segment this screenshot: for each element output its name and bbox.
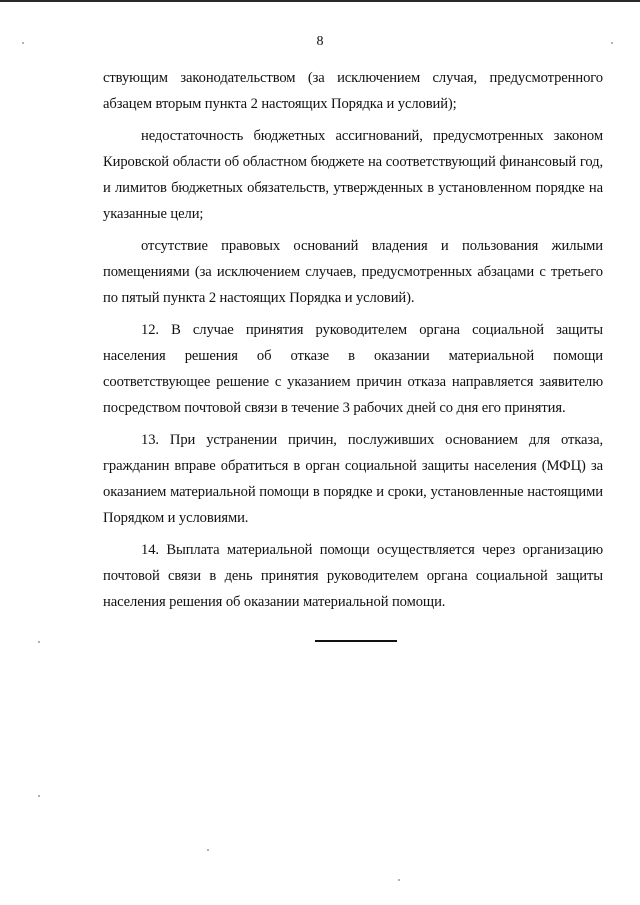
document-body [103,65,603,621]
page-number: 8 [316,34,324,49]
scan-speck [22,42,24,44]
paragraph-item-14: 14. Выплата материальной помощи осуществляется через организацию почтовой связи в день принятия руководителем органа социальной защиты населения решения об оказании материальной помощи. [103,542,603,610]
paragraph-item-12: 12. В случае принятия руководителем органа социальной защиты населения решения об отказе в оказании материальной помощи соответствующее решение с указанием причин отказа направляется заявителю посредством почтовой связи в течение 3 рабочих дней со дня его принятия. [103,322,603,416]
paragraph-no-legal-grounds: отсутствие правовых оснований владения и пользования жилыми помещениями (за исключением случаев, предусмотренных абзацами с третьего по пятый пункта 2 настоящих Порядка и условий). [103,238,603,306]
paragraph-budget-insufficiency: недостаточность бюджетных ассигнований, предусмотренных законом Кировской области об областном бюджете на соответствующий финансовый год, и лимитов бюджетных обязательств, утвержденных в установленном порядке на указанные цели; [103,128,603,222]
scan-speck [38,795,40,797]
scan-speck [611,42,613,44]
scan-speck [38,641,40,643]
paragraph-continuation: ствующим законодательством (за исключением случая, предусмотренного абзацем вторым пункта 2 настоящих Порядка и условий); [103,70,603,112]
paragraph-item-13: 13. При устранении причин, послуживших основанием для отказа, гражданин вправе обратиться в орган социальной защиты населения (МФЦ) за оказанием материальной помощи в порядке и сроки, установленные настоящими Порядком и условиями. [103,432,603,526]
top-border-line [0,0,640,2]
scan-speck [207,849,209,851]
scan-speck [398,879,400,881]
end-of-text-line [315,640,397,642]
